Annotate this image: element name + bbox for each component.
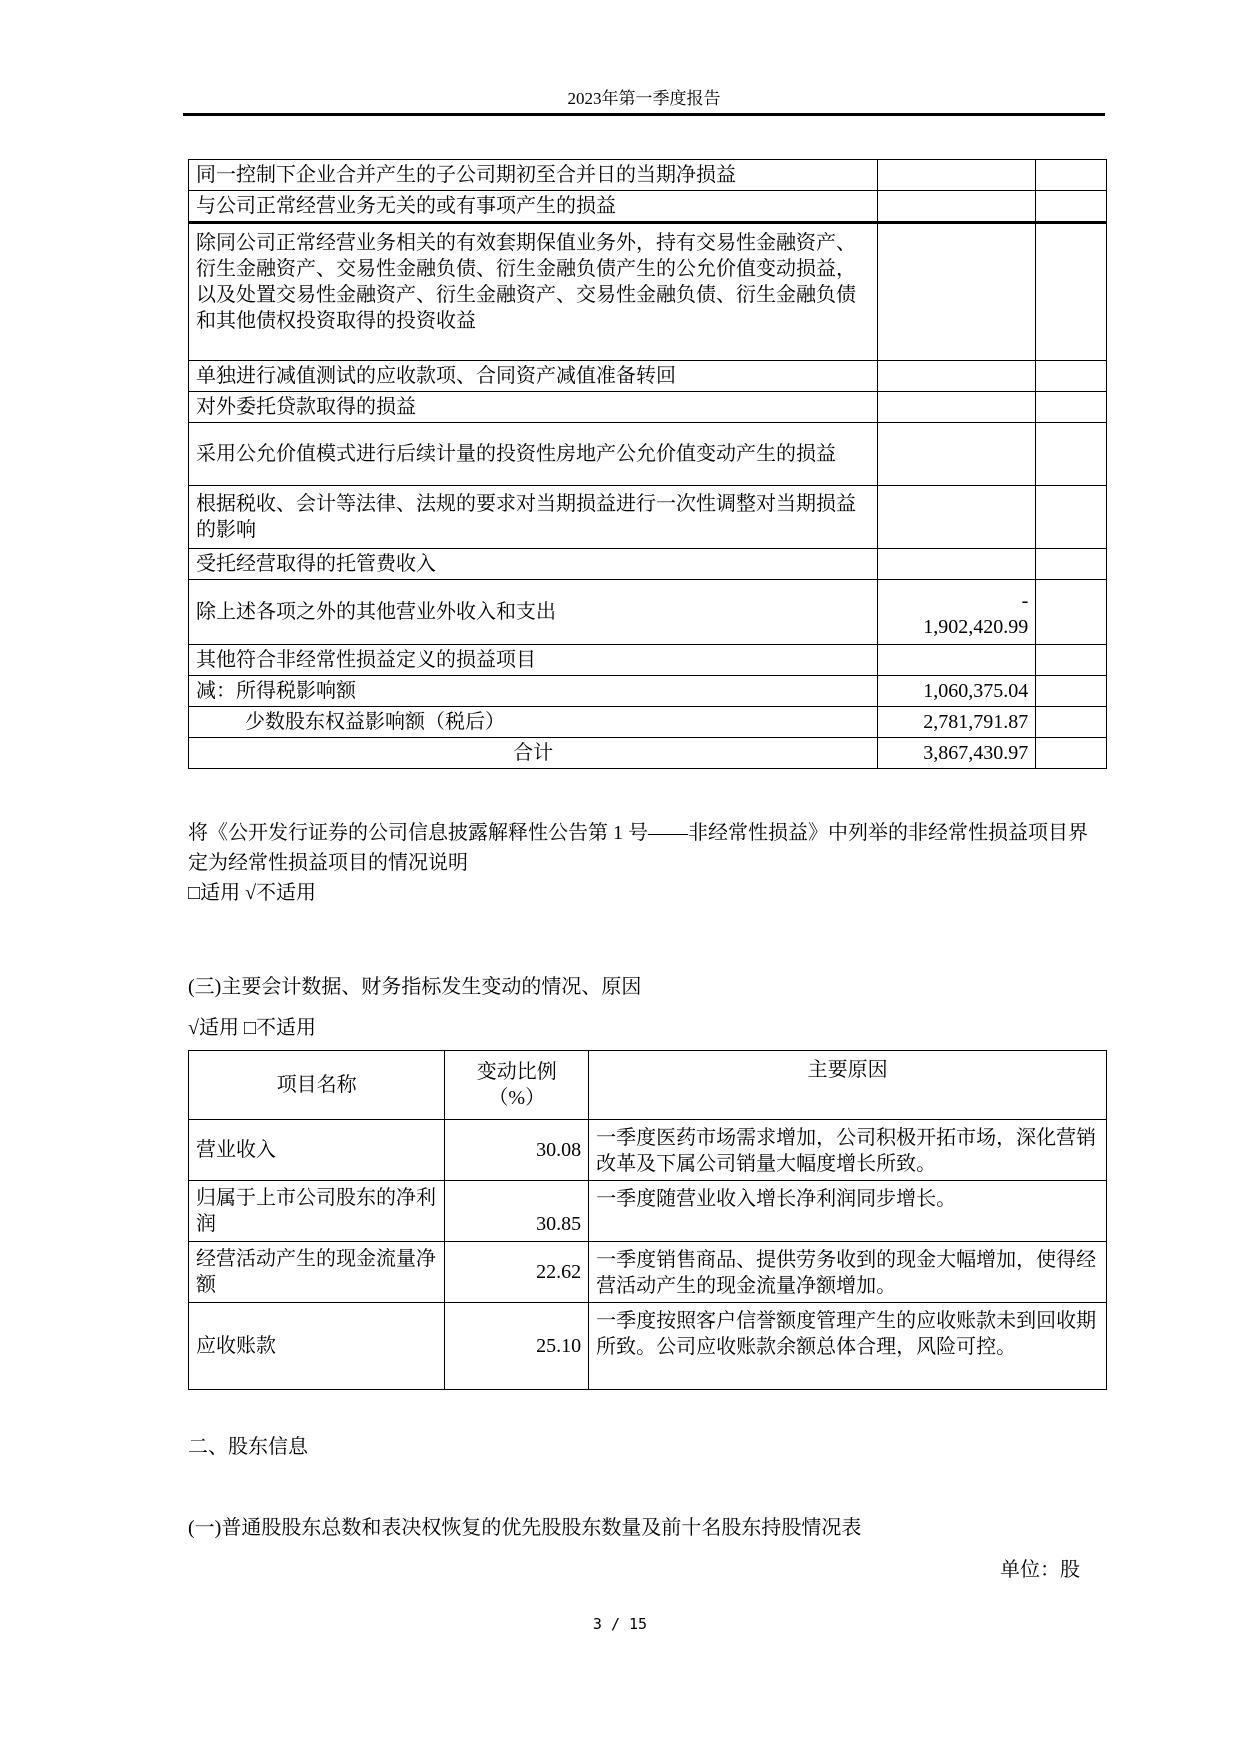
change-ratio: 30.08 [445,1120,589,1181]
table-header-row [189,1051,1107,1120]
reason-text: 一季度随营业收入增长净利润同步增长。 [589,1181,1107,1242]
definition-note [188,818,1098,908]
change-ratio: 30.85 [445,1181,589,1242]
item-name: 归属于上市公司股东的净利润 [189,1181,445,1242]
row-label: 对外委托贷款取得的损益 [189,392,878,423]
table-row [189,1303,1107,1390]
row-label: 采用公允价值模式进行后续计量的投资性房地产公允价值变动产生的损益 [189,423,878,486]
header-item-name: 项目名称 [189,1051,445,1120]
table-row [189,191,1107,223]
table-row [189,549,1107,580]
changes-applicability: √适用 □不适用 [188,1017,317,1039]
row-note [1036,580,1107,645]
row-note [1036,676,1107,707]
row-amount: 1,060,375.04 [878,676,1036,707]
non-recurring-gains-table [188,159,1107,769]
row-amount [878,645,1036,676]
row-note [1036,738,1107,769]
row-amount [878,223,1036,361]
row-label: 减：所得税影响额 [189,676,878,707]
row-label: 根据税收、会计等法律、法规的要求对当期损益进行一次性调整对当期损益的影响 [189,486,878,549]
table-row [189,392,1107,423]
financial-changes-table [188,1050,1107,1390]
change-ratio: 25.10 [445,1303,589,1390]
page-header-title: 2023年第一季度报告 [567,89,721,108]
change-ratio: 22.62 [445,1242,589,1303]
definition-applicability: □适用 √不适用 [188,882,317,904]
header-rule [183,113,1105,116]
total-amount: 3,867,430.97 [878,738,1036,769]
row-amount [878,486,1036,549]
page-number: 3 / 15 [592,1615,648,1633]
header-ratio-line1: 变动比例 [476,1061,557,1083]
item-name: 应收账款 [189,1303,445,1390]
shareholder-section-title: 二、股东信息 [188,1436,308,1458]
unit-label: 单位：股 [1000,1559,1080,1581]
header-change-ratio [445,1051,589,1120]
row-note [1036,707,1107,738]
table-row [189,423,1107,486]
reason-text: 一季度按照客户信誉额度管理产生的应收账款未到回收期所致。公司应收账款余额总体合理，风险可控。 [589,1303,1107,1390]
row-note [1036,645,1107,676]
table-row [189,707,1107,738]
row-note [1036,423,1107,486]
shareholder-subtitle: (一)普通股股东总数和表决权恢复的优先股股东数量及前十名股东持股情况表 [188,1517,862,1539]
row-note [1036,223,1107,361]
row-amount [878,160,1036,191]
header-ratio-line2: （%） [488,1087,546,1109]
row-label: 少数股东权益影响额（税后） [189,707,878,738]
row-amount [878,191,1036,223]
row-amount [878,423,1036,486]
table-row [189,1242,1107,1303]
total-label: 合计 [189,738,878,769]
reason-text: 一季度医药市场需求增加，公司积极开拓市场，深化营销改革及下属公司销量大幅度增长所致。 [589,1120,1107,1181]
negative-sign: - [1021,590,1029,612]
row-label: 同一控制下企业合并产生的子公司期初至合并日的当期净损益 [189,160,878,191]
row-note [1036,160,1107,191]
table-row [189,645,1107,676]
row-amount [878,392,1036,423]
table-row [189,676,1107,707]
changes-section-title: (三)主要会计数据、财务指标发生变动的情况、原因 [188,976,642,998]
row-amount [878,580,1036,645]
definition-note-text: 将《公开发行证券的公司信息披露解释性公告第 1 号——非经常性损益》中列举的非经常性损益项目界定为经常性损益项目的情况说明 [188,822,1088,874]
row-note [1036,549,1107,580]
row-label: 除同公司正常经营业务相关的有效套期保值业务外，持有交易性金融资产、衍生金融资产、交易性金融负债、衍生金融负债产生的公允价值变动损益，以及处置交易性金融资产、衍生金融资产、交易性金融负债、衍生金融负债和其他债权投资取得的投资收益 [189,223,878,361]
row-amount [878,361,1036,392]
table-row [189,361,1107,392]
item-name: 经营活动产生的现金流量净额 [189,1242,445,1303]
header-main-reason: 主要原因 [589,1051,1107,1120]
row-note [1036,191,1107,223]
row-label: 除上述各项之外的其他营业外收入和支出 [189,580,878,645]
table-row [189,1181,1107,1242]
row-label: 与公司正常经营业务无关的或有事项产生的损益 [189,191,878,223]
amount-value: 1,902,420.99 [923,616,1029,638]
item-name: 营业收入 [189,1120,445,1181]
row-note [1036,486,1107,549]
row-label: 单独进行减值测试的应收款项、合同资产减值准备转回 [189,361,878,392]
row-amount [878,549,1036,580]
table-row [189,486,1107,549]
table-row [189,580,1107,645]
reason-text: 一季度销售商品、提供劳务收到的现金大幅增加，使得经营活动产生的现金流量净额增加。 [589,1242,1107,1303]
table-row [189,1120,1107,1181]
table-row [189,223,1107,361]
row-label: 其他符合非经常性损益定义的损益项目 [189,645,878,676]
row-amount: 2,781,791.87 [878,707,1036,738]
row-label: 受托经营取得的托管费收入 [189,549,878,580]
table-row-total [189,738,1107,769]
table-row [189,160,1107,191]
row-note [1036,361,1107,392]
row-note [1036,392,1107,423]
